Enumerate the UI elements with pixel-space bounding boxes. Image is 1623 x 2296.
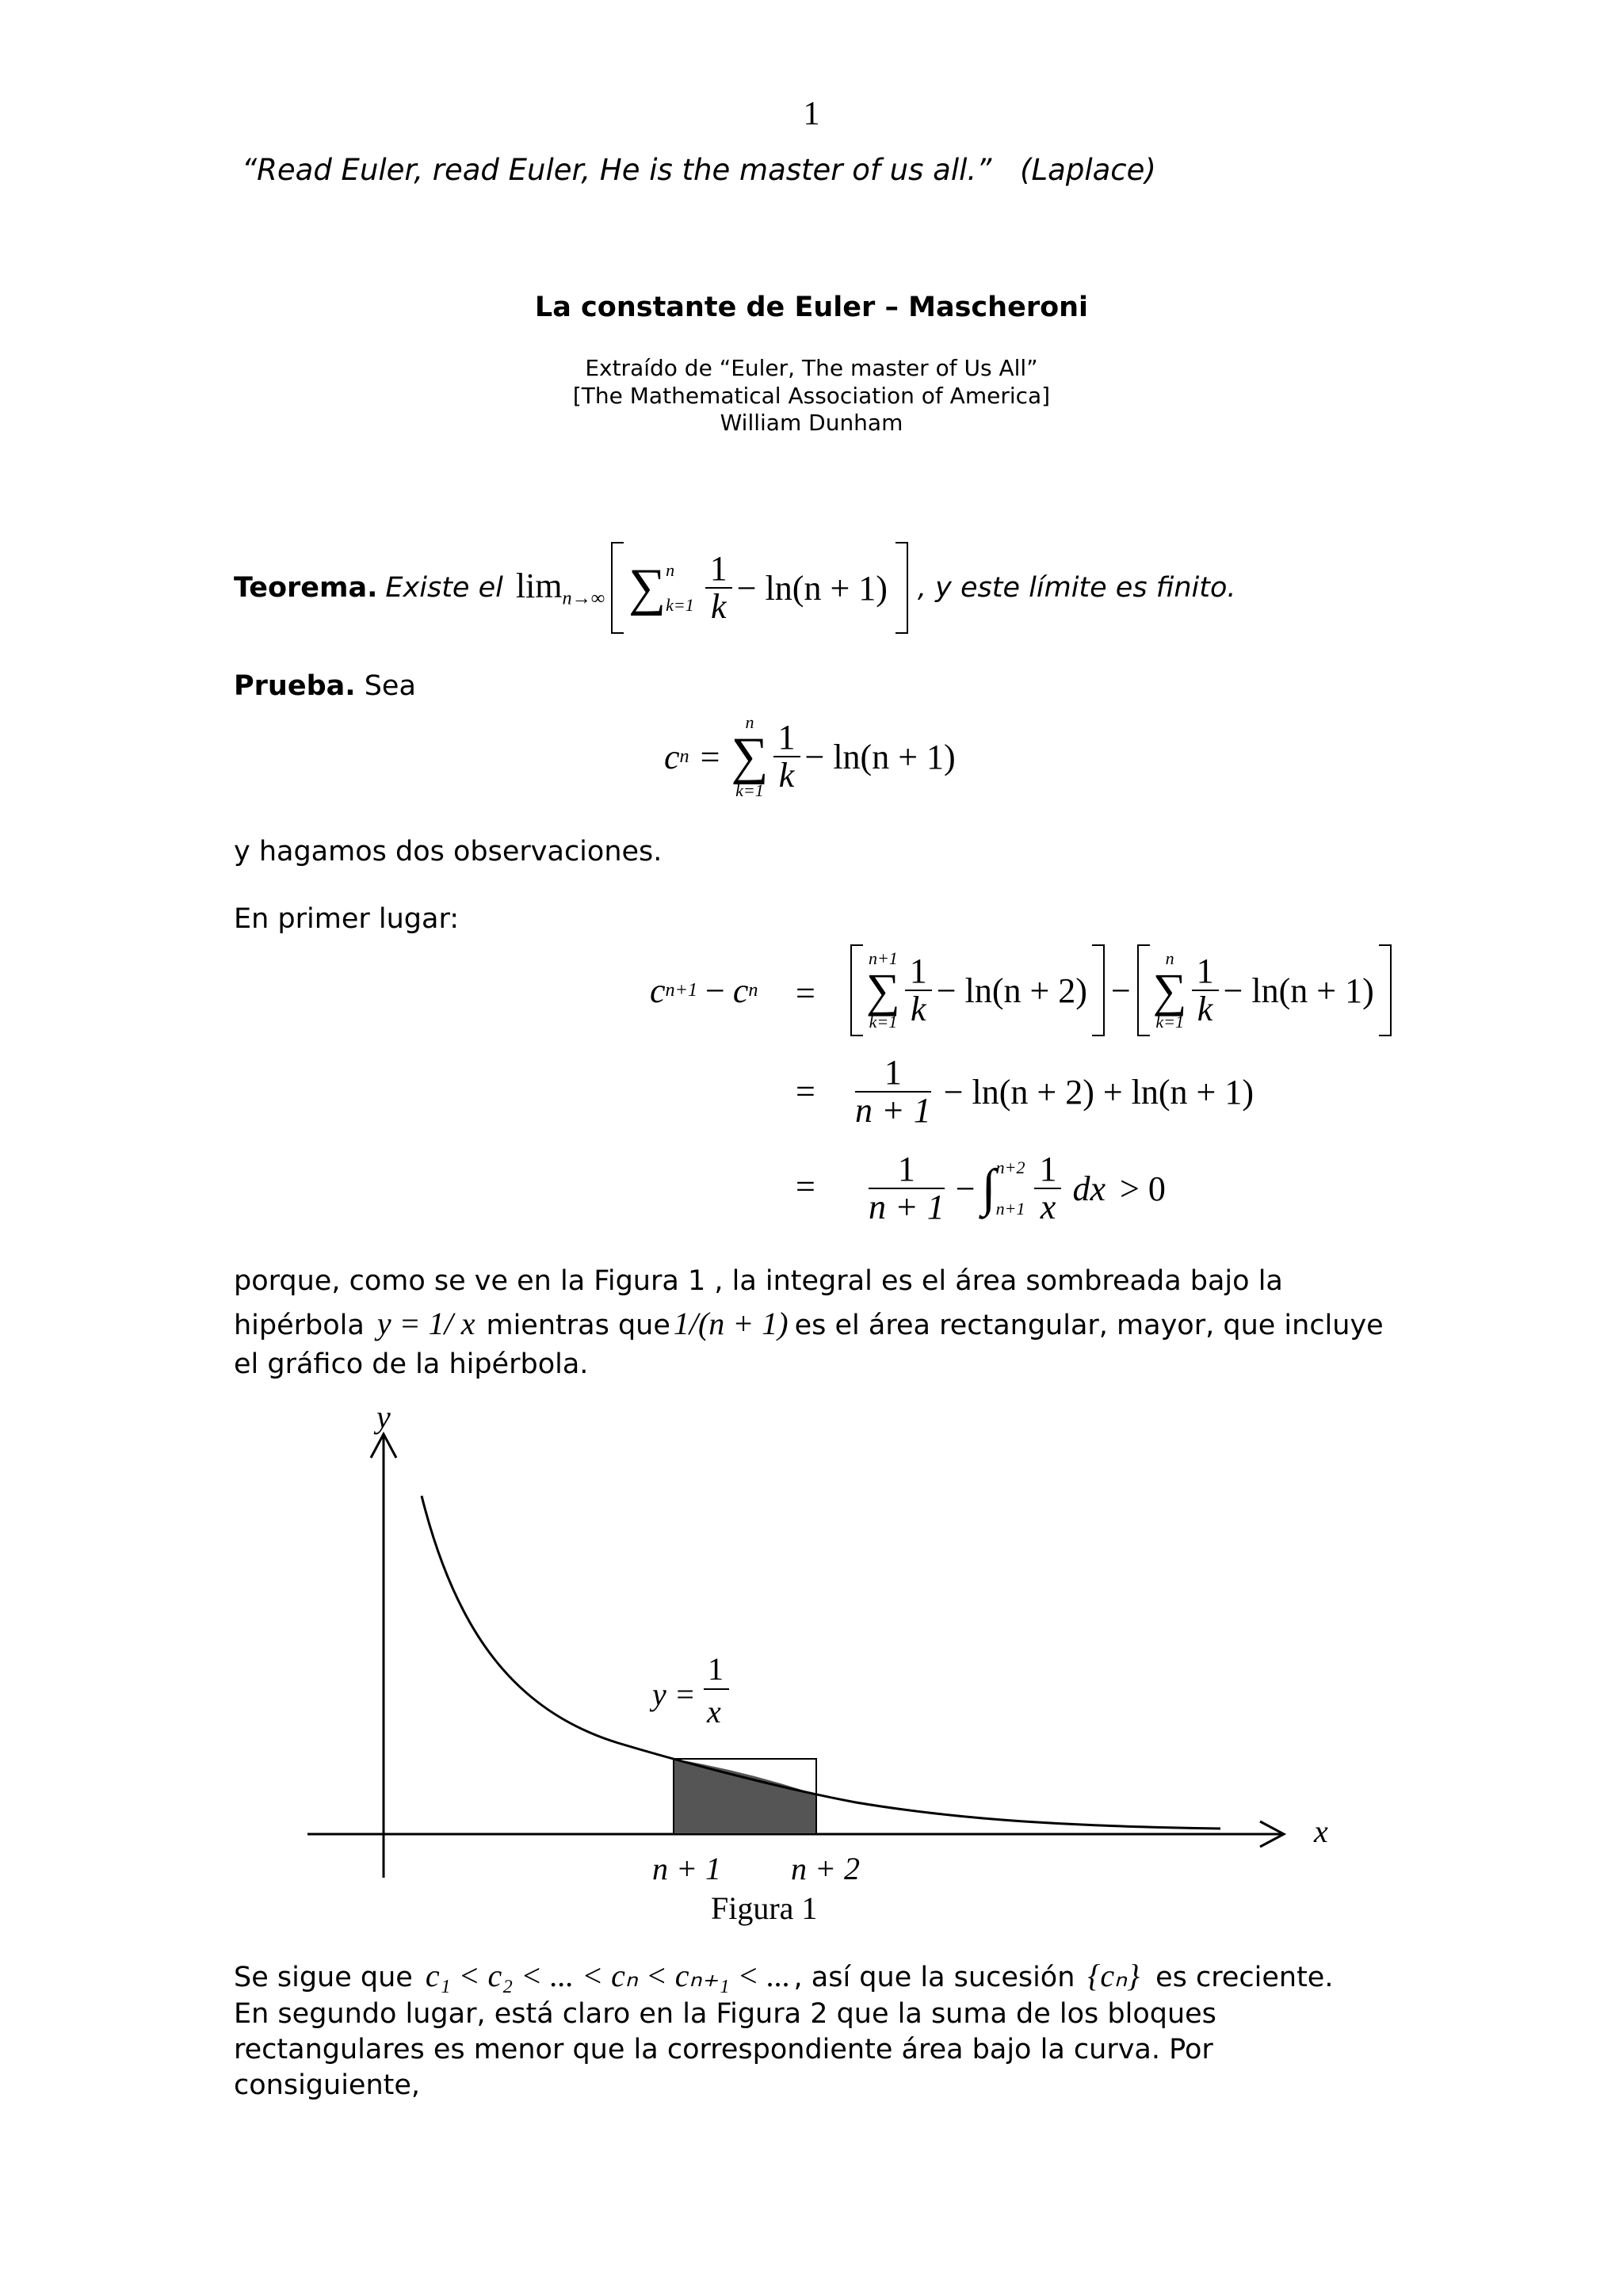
source-line-1: Extraído de “Euler, The master of Us All” [585, 355, 1038, 381]
follows-line: Se sigue que c₁ < c₂ < ... < cₙ < cₙ₊₁ < ... , así que la sucesión {cₙ} es creciente. [234, 1958, 1334, 1993]
theorem [234, 540, 1235, 635]
figure-1 [301, 1394, 1363, 1949]
source-line-3: William Dunham [720, 410, 903, 436]
left-bracket [611, 542, 624, 634]
rect-area-formula: 1/(n + 1) [673, 1306, 789, 1341]
lim-operator: $\lim_{n\to\infty}$ [515, 566, 605, 609]
eq-sign-2: = [796, 1072, 815, 1111]
diff-rhs-1: n+1 ∑ k=1 $\frac{1}{k}$ − ln(n + 2) − n ∑ k=1 $\frac{1}{k}$ − ln(n + 1) [850, 943, 1392, 1038]
proof-lead: Sea [364, 670, 416, 702]
because-line-2: hipérbola y = 1/ x mientras que 1/(n + 1) es el área rectangular, mayor, que incluye [234, 1306, 1384, 1341]
proof-line [234, 670, 416, 702]
quote-author: (Laplace) [1020, 153, 1156, 187]
eq-sign-1: = [796, 974, 815, 1013]
epigraph-quote [242, 153, 1156, 187]
tick-label-n-plus-2: n + 2 [791, 1851, 860, 1886]
theorem-tail: , y este límite es finito. [917, 572, 1236, 604]
diff-rhs-3: $\frac{1}{n + 1}$ − ∫ n+2 n+1 $\frac{1}{x}$ dx > 0 [869, 1149, 1166, 1226]
proof-label: Prueba. [234, 670, 356, 702]
theorem-label: Teorema. [234, 572, 378, 604]
two-observations: y hagamos dos observaciones. [234, 836, 663, 868]
diff-rhs-2: $\frac{1}{n + 1}$ − ln(n + 2) + ln(n + 1) [855, 1052, 1254, 1130]
curve-label-num: 1 [708, 1651, 724, 1687]
y-axis-label: y [376, 1399, 391, 1435]
second-line-1: En segundo lugar, está claro en la Figura 2 que la suma de los bloques [234, 1998, 1216, 2030]
tick-label-n-plus-1: n + 1 [652, 1851, 721, 1886]
theorem-lead: Existe el [385, 572, 503, 604]
quote-text: “Read Euler, read Euler, He is the master of us all.” [242, 153, 992, 187]
hyperbola-curve [422, 1496, 1220, 1829]
hyperbola-formula: y = 1/ x [376, 1306, 475, 1341]
because-line-1: porque, como se ve en la Figura 1 , la integral es el área sombreada bajo la [234, 1265, 1283, 1297]
sequence-set: {cₙ} [1087, 1958, 1140, 1993]
diff-lhs: c n+1 − c n [650, 971, 758, 1010]
right-bracket [896, 542, 908, 634]
curve-label-den: x [707, 1694, 721, 1730]
page-number: 1 [803, 96, 820, 132]
source-line-2: [The Mathematical Association of America] [572, 383, 1051, 409]
document-title: La constante de Euler – Mascheroni [534, 292, 1089, 323]
curve-label-lhs: y = [652, 1676, 696, 1712]
cn-definition: c n = n ∑ k=1 $\frac{1}{k}$ − ln(n + 1) [664, 712, 956, 800]
increasing-chain: c₁ < c₂ < ... < cₙ < cₙ₊₁ < ... [425, 1958, 791, 1993]
figure-caption: Figura 1 [711, 1890, 818, 1926]
second-line-3: consiguiente, [234, 2069, 421, 2101]
because-line-3: el gráfico de la hipérbola. [234, 1348, 589, 1380]
first-place: En primer lugar: [234, 903, 460, 935]
eq-sign-3: = [796, 1167, 815, 1206]
x-axis-label: x [1314, 1814, 1328, 1849]
theorem-sum-expression: ∑ n k=1 $\frac{1}{k}$ − ln(n + 1) [628, 548, 888, 626]
second-line-2: rectangulares es menor que la correspondiente área bajo la curva. Por [234, 2034, 1213, 2065]
shaded-integral-area [674, 1759, 816, 1834]
